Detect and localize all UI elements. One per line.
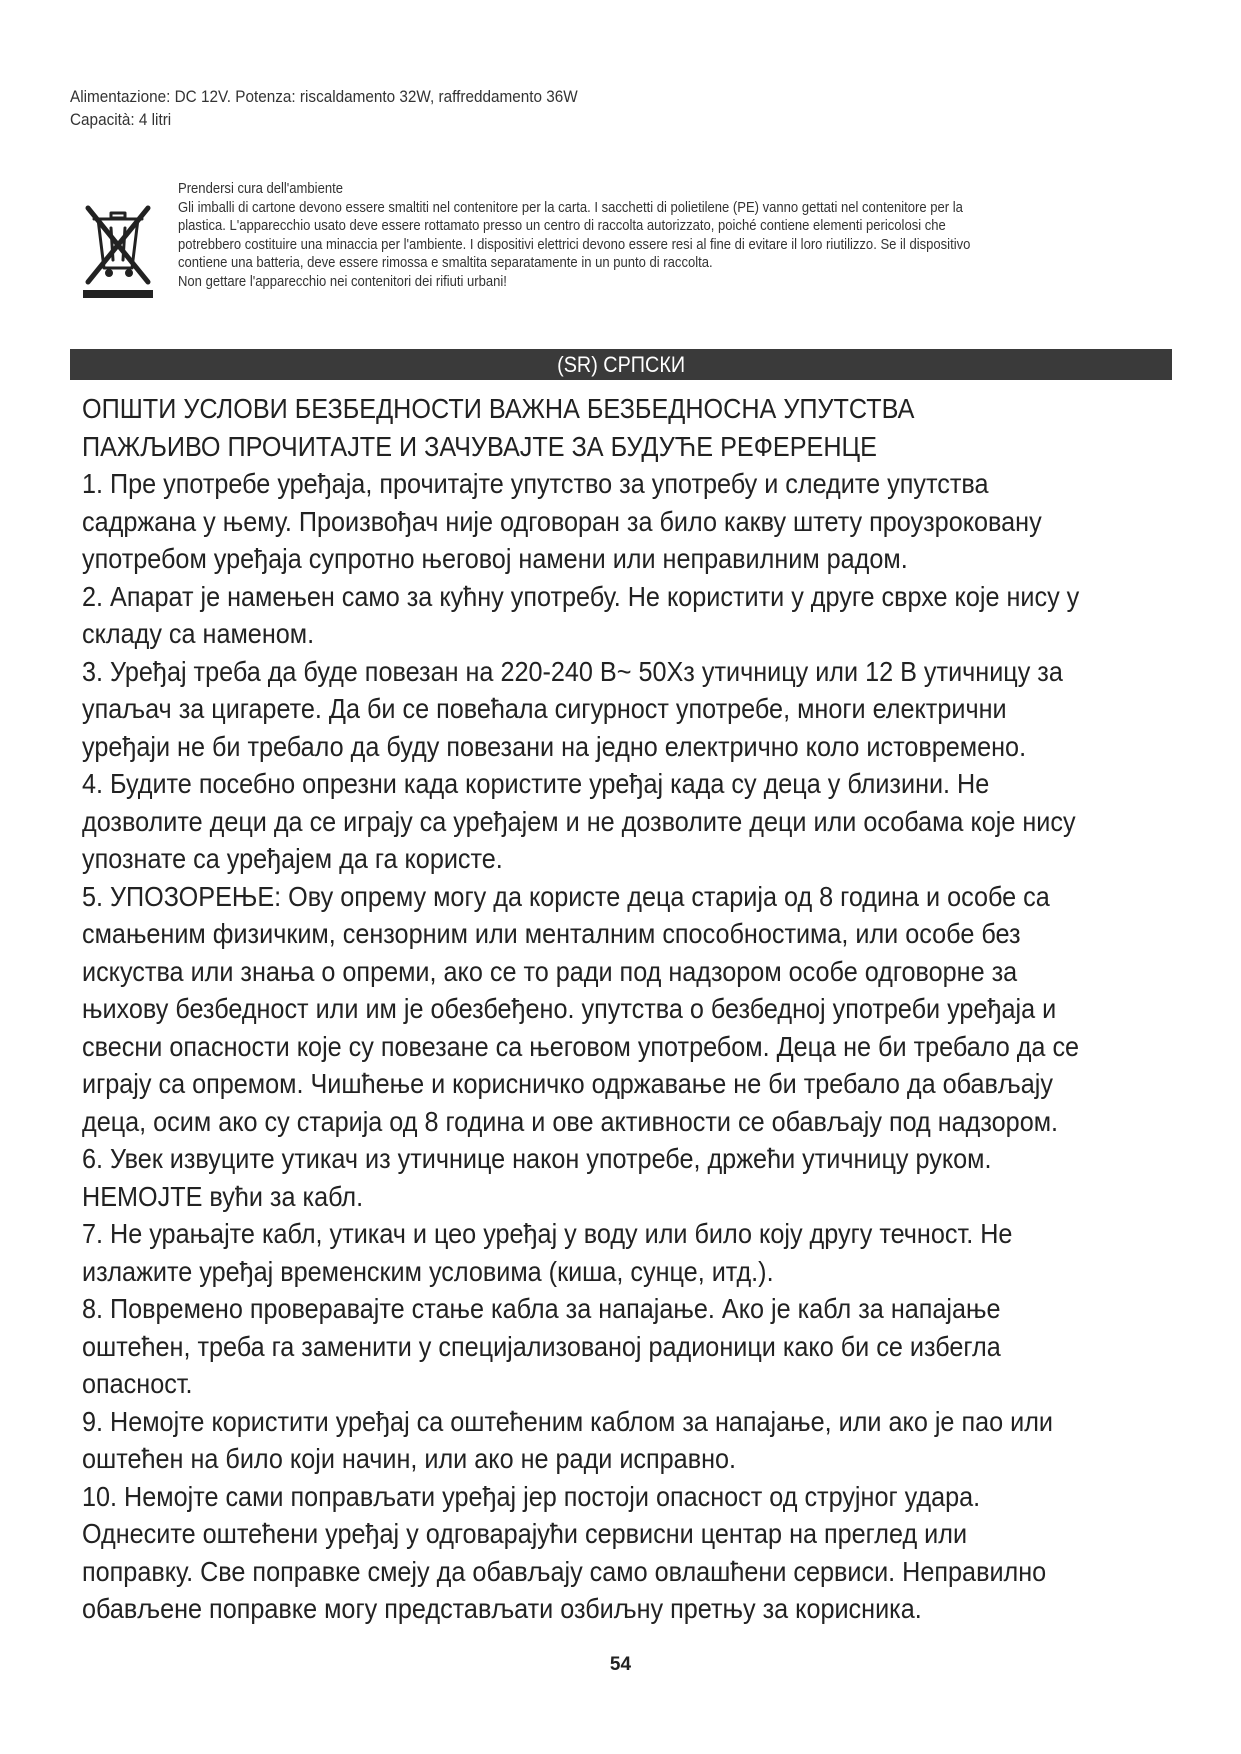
instruction-line: деца, осим ако су старија од 8 година и ове активности се обављају под надзором.: [82, 1105, 1059, 1137]
instruction-line: уређаји не би требало да буду повезани на једно електрично коло истовремено.: [82, 730, 1027, 762]
section-heading: ПАЖЉИВО ПРОЧИТАЈТЕ И ЗАЧУВАЈТЕ ЗА БУДУЋЕ РЕФЕРЕНЦЕ: [82, 430, 877, 462]
instruction-line: опасност.: [82, 1368, 193, 1399]
environment-line: plastica. L'apparecchio usato deve essere rottamato presso un centro di raccolta autorizzato, poiché contiene elementi pericolosi che: [178, 217, 946, 234]
instruction-line: смањеним физичким, сензорним или менталним способностима, или особе без: [82, 918, 1021, 949]
environment-notice: [178, 180, 1198, 291]
instruction-line: упаљач за цигарете. Да би се повећала сигурност употребе, многи електрични: [82, 693, 1007, 724]
instruction-line: обављене поправке могу представљати озбиљну претњу за корисника.: [82, 1593, 922, 1624]
instruction-line: њихову безбедност или им је обезбеђено. упутства о безбедној употреби уређаја и: [82, 993, 1057, 1024]
instruction-line: поправку. Све поправке смеју да обављају само овлашћени сервиси. Неправилно: [82, 1555, 1047, 1587]
instruction-line: оштећен на било који начин, или ако не ради исправно.: [82, 1443, 737, 1474]
power-spec: Alimentazione: DC 12V. Potenza: riscaldamento 32W, raffreddamento 36W: [70, 87, 578, 106]
instruction-line: упознате са уређајем да га користе.: [82, 843, 503, 874]
section-heading: ОПШТИ УСЛОВИ БЕЗБЕДНОСТИ ВАЖНА БЕЗБЕДНОСНА УПУТСТВА: [82, 393, 915, 424]
instruction-line: дозволите деци да се играју са уређајем и не дозволите деци или особама које нису: [82, 805, 1076, 837]
instruction-line: Однесите оштећени уређај у одговарајући сервисни центар на преглед или: [82, 1518, 968, 1549]
language-header: (SR) СРПСКИ: [557, 352, 685, 377]
instruction-line: употребом уређаја супротно његовој намени или неправилним радом.: [82, 543, 908, 574]
instruction-line: искуства или знања о опреми, ако се то ради под надзором особе одговорне за: [82, 955, 1018, 987]
instruction-line: 9. Немојте користити уређај са оштећеним каблом за напајање, или ако је пао или: [82, 1405, 1053, 1437]
page-number: 54: [609, 1654, 632, 1675]
instruction-line: складу са наменом.: [82, 618, 315, 649]
instruction-line: садржана у њему. Произвођач није одговоран за било какву штету проузроковану: [82, 505, 1042, 537]
instruction-line: 8. Повремено проверавајте стање кабла за напајање. Ако је кабл за напајање: [82, 1293, 1001, 1324]
instruction-line: 1. Пре употребе уређаја, прочитајте упутство за употребу и следите упутства: [82, 468, 989, 499]
instruction-line: играју са опремом. Чишћење и корисничко одржавање не би требало да обављају: [82, 1068, 1053, 1099]
instruction-line: 10. Немојте сами поправљати уређај јер постоји опасност од струјног удара.: [82, 1480, 981, 1512]
crossed-out-bin-icon: [78, 200, 158, 300]
instruction-line: 2. Апарат је намењен само за кућну употребу. Не користити у друге сврхе које нису у: [82, 580, 1080, 612]
environment-title: Prendersi cura dell'ambiente: [178, 180, 343, 197]
specifications: [70, 85, 578, 131]
language-header-bar: [70, 349, 1172, 380]
environment-line: Non gettare l'apparecchio nei contenitori dei rifiuti urbani!: [178, 272, 507, 290]
instruction-line: 4. Будите посебно опрезни када користите уређај када су деца у близини. Не: [82, 768, 990, 799]
instruction-line: 7. Не урањајте кабл, утикач и цео уређај у воду или било коју другу течност. Не: [82, 1218, 1013, 1249]
instruction-line: излажите уређај временским условима (киша, сунце, итд.).: [82, 1255, 774, 1287]
environment-line: contiene una batteria, deve essere rimossa e smaltita separatamente in un punto di raccolta.: [178, 254, 713, 271]
instruction-line: 5. УПОЗОРЕЊЕ: Ову опрему могу да користе деца старија од 8 година и особе са: [82, 880, 1050, 912]
environment-line: potrebbero costituire una minaccia per l'ambiente. I dispositivi elettrici devono essere resi al fine di evitare il loro riutilizzo. Se il dispositivo: [178, 235, 971, 253]
capacity-spec: Capacità: 4 litri: [70, 110, 172, 129]
instruction-line: свесни опасности које су повезане са његовом употребом. Деца не би требало да се: [82, 1030, 1080, 1062]
instruction-line: 6. Увек извуците утикач из утичнице након употребе, држећи утичницу руком.: [82, 1143, 992, 1174]
instruction-line: 3. Уређај треба да буде повезан на 220-240 В~ 50Хз утичницу или 12 В утичницу за: [82, 655, 1063, 687]
instruction-line: НЕМОЈТЕ вући за кабл.: [82, 1180, 364, 1212]
safety-instructions: [82, 390, 1202, 1628]
instruction-line: оштећен, треба га заменити у специјализованој радионици како би се избегла: [82, 1330, 1001, 1362]
environment-line: Gli imballi di cartone devono essere smaltiti nel contenitore per la carta. I sacchetti di polietilene (PE) vanno gettati nel contenitore per la: [178, 198, 963, 216]
